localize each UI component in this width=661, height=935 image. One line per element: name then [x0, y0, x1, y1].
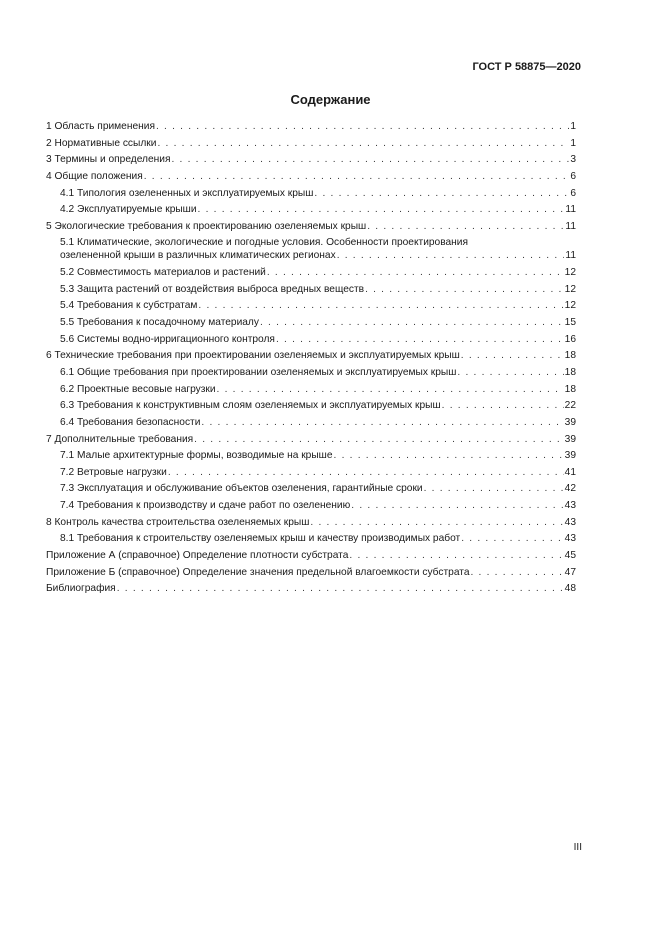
toc-entry-6-2[interactable]: 6.2 Проектные весовые нагрузки . . . 18 — [46, 383, 576, 396]
toc-entry-6-4[interactable]: 6.4 Требования безопасности . . . 39 — [46, 416, 576, 429]
toc-entry-6[interactable]: 6 Технические требования при проектировании озеленяемых и эксплуатируемых крыш . . . 18 — [46, 349, 576, 362]
toc-entry-5[interactable]: 5 Экологические требования к проектированию озеленяемых крыш . . . 11 — [46, 220, 576, 233]
toc-entry-6-1[interactable]: 6.1 Общие требования при проектировании озеленяемых и эксплуатируемых крыш . . . 18 — [46, 366, 576, 379]
toc-entry-5-1[interactable]: 5.1 Климатические, экологические и погодные условия. Особенности проектирования озелененной крыши в различных климатических регионах . . . 11 — [46, 236, 576, 262]
toc-entry-appendix-a[interactable]: Приложение А (справочное) Определение плотности субстрата . . . 45 — [46, 549, 576, 562]
toc-entry-7-4[interactable]: 7.4 Требования к производству и сдаче работ по озеленению . . . 43 — [46, 499, 576, 512]
toc-entry-5-3[interactable]: 5.3 Защита растений от воздействия выброса вредных веществ . . . 12 — [46, 283, 576, 296]
toc-entry-1[interactable]: 1 Область применения . . . 1 — [46, 120, 576, 133]
toc-entry-8[interactable]: 8 Контроль качества строительства озеленяемых крыш . . . 43 — [46, 516, 576, 529]
toc-entry-5-5[interactable]: 5.5 Требования к посадочному материалу . . . 15 — [46, 316, 576, 329]
toc-title: Содержание — [290, 92, 371, 107]
toc-entry-7-1[interactable]: 7.1 Малые архитектурные формы, возводимые на крыше . . . 39 — [46, 449, 576, 462]
document-code: ГОСТ Р 58875—2020 — [472, 61, 581, 73]
toc-entry-7[interactable]: 7 Дополнительные требования . . . 39 — [46, 433, 576, 446]
toc-entry-7-3[interactable]: 7.3 Эксплуатация и обслуживание объектов озеленения, гарантийные сроки . . . 42 — [46, 482, 576, 495]
toc-entry-8-1[interactable]: 8.1 Требования к строительству озеленяемых крыш и качеству производимых работ . . . 43 — [46, 532, 576, 545]
table-of-contents — [46, 120, 576, 599]
toc-entry-6-3[interactable]: 6.3 Требования к конструктивным слоям озеленяемых и эксплуатируемых крыш . . . 22 — [46, 399, 576, 412]
toc-entry-bibliography[interactable]: Библиография . . . 48 — [46, 582, 576, 595]
toc-entry-4[interactable]: 4 Общие положения . . . 6 — [46, 170, 576, 183]
toc-entry-4-2[interactable]: 4.2 Эксплуатируемые крыши . . . 11 — [46, 203, 576, 216]
toc-entry-5-2[interactable]: 5.2 Совместимость материалов и растений . . . 12 — [46, 266, 576, 279]
toc-entry-4-1[interactable]: 4.1 Типология озелененных и эксплуатируемых крыш . . . 6 — [46, 187, 576, 200]
toc-entry-5-6[interactable]: 5.6 Системы водно-ирригационного контроля . . . 16 — [46, 333, 576, 346]
toc-entry-5-4[interactable]: 5.4 Требования к субстратам . . . 12 — [46, 299, 576, 312]
toc-entry-3[interactable]: 3 Термины и определения . . . 3 — [46, 153, 576, 166]
page-number: III — [573, 842, 582, 853]
toc-entry-2[interactable]: 2 Нормативные ссылки . . . 1 — [46, 137, 576, 150]
toc-entry-7-2[interactable]: 7.2 Ветровые нагрузки . . . 41 — [46, 466, 576, 479]
toc-entry-appendix-b[interactable]: Приложение Б (справочное) Определение значения предельной влагоемкости субстрата . . . 47 — [46, 566, 576, 579]
